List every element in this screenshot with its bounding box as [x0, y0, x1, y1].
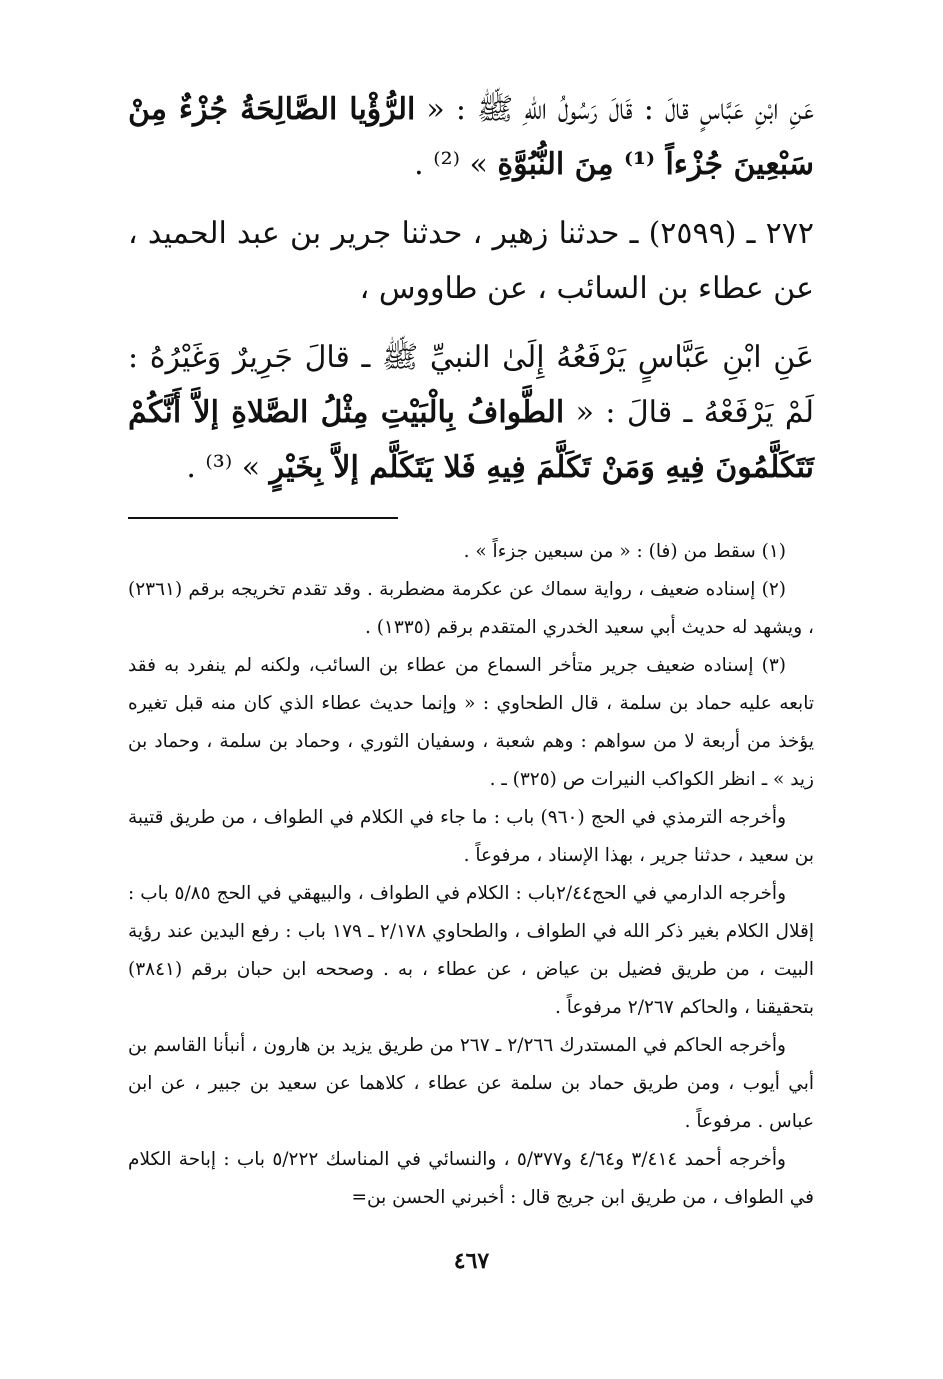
- isnad-paragraph: [128, 206, 814, 316]
- footnote-3-tirmidhi-text: وأخرجه الترمذي في الحج (٩٦٠) باب : ما جاء في الكلام في الطواف ، من طريق قتيبة بن سعيد ، حدثنا جرير ، بهذا الإسناد ، مرفوعاً .: [128, 807, 814, 866]
- footnote-2-text: (٢) إسناده ضعيف ، رواية سماك عن عكرمة مضطربة . وقد تقدم تخريجه برقم (٢٣٦١) ، ويشهد له حديث أبي سعيد الخدري المتقدم برقم (١٣٣٥) .: [128, 579, 814, 638]
- footnote-separator: [128, 495, 814, 521]
- footnote-1-text: (١) سقط من (فا) : « من سبعين جزءاً » .: [463, 541, 786, 562]
- footnote-1: [128, 533, 814, 571]
- footnote-3-tirmidhi: [128, 799, 814, 875]
- page-number: ٤٦٧: [453, 1248, 490, 1274]
- hadith-paragraph-2: [128, 330, 814, 495]
- page-body: [128, 82, 814, 1217]
- footnote-3-ahmad: [128, 1141, 814, 1217]
- hadith-2-tail: » ⁽³⁾ .: [186, 450, 270, 485]
- footnote-3-darimi-text: وأخرجه الدارمي في الحج٢/٤٤باب : الكلام في الطواف ، والبيهقي في الحج ٥/٨٥ باب : إقلال الكلام بغير ذكر الله في الطواف ، والطحاوي ٢/١٧٨ ـ ١٧٩ باب : رفع اليدين عند رؤية البيت ، من طريق فضيل بن عياض ، عن عطاء ، به . وصححه ابن حبان برقم (٣٨٤١) بتحقيقنا ، والحاكم ٢/٢٦٧ مرفوعاً .: [128, 883, 814, 1018]
- hadith-1-text: عَنِ ابْنِ عَبَّاسٍ قالَ : قَالَ رَسُولُ اللهِ ﷺ : «: [415, 92, 814, 127]
- footnote-3-text: (٣) إسناده ضعيف جرير متأخر السماع من عطاء بن السائب، ولكنه لم ينفرد به فقد تابعه عليه حماد بن سلمة ، قال الطحاوي : « وإنما حديث عطاء الذي كان منه قبل تغيره يؤخذ من أربعة لا من سواهم : وهم شعبة ، وسفيان الثوري ، وحماد بن سلمة ، وحماد بن زيد » ـ انظر الكواكب النيرات ص (٣٢٥) ـ .: [128, 655, 814, 790]
- hadith-1-matn: الرُّؤْيا الصَّالِحَةُ جُزْءٌ مِنْ سَبْعِينَ جُزْءاً ⁽¹⁾ مِنَ النُّبُوَّةِ: [128, 92, 814, 182]
- footnote-2: [128, 571, 814, 647]
- hadith-paragraph-1: [128, 82, 814, 192]
- footnote-3-ahmad-text: وأخرجه أحمد ٣/٤١٤ و٤/٦٤ و٥/٣٧٧ ، والنسائي في المناسك ٥/٢٢٢ باب : إباحة الكلام في الطواف ، من طريق ابن جريج قال : أخبرني الحسن بن=: [128, 1149, 814, 1208]
- footnote-3-hakim-text: وأخرجه الحاكم في المستدرك ٢/٢٦٦ ـ ٢٦٧ من طريق يزيد بن هارون ، أنبأنا القاسم بن أبي أيوب ، ومن طريق حماد بن سلمة عن عطاء ، كلاهما عن سعيد بن جبير ، عن ابن عباس . مرفوعاً .: [128, 1035, 814, 1132]
- isnad-text: ٢٧٢ ـ (٢٥٩٩) ـ حدثنا زهير ، حدثنا جرير بن عبد الحميد ، عن عطاء بن السائب ، عن طاووس ،: [128, 216, 814, 306]
- hadith-2-matn: الطَّوافُ بِالْبَيْتِ مِثْلُ الصَّلاةِ إلاَّ أَنَّكُمْ تَتَكَلَّمُونَ فِيهِ وَمَنْ تَكَلَّمَ فِيهِ فَلا يَتَكَلَّم إلاَّ بِخَيْرٍ: [128, 395, 814, 485]
- footnotes: [128, 533, 814, 1217]
- separator-line: [128, 517, 398, 519]
- hadith-2-text: عَنِ ابْنِ عَبَّاسٍ يَرْفَعُهُ إِلَىٰ النبيِّ ﷺ ـ قالَ جَرِيرٌ وَغَيْرُهُ : لَمْ يَرْفَعْهُ ـ قالَ : «: [128, 340, 815, 430]
- footnote-3-hakim: [128, 1027, 814, 1141]
- main-text: [128, 82, 814, 495]
- hadith-1-tail: » ⁽²⁾ .: [414, 147, 498, 182]
- footnote-3-darimi: [128, 875, 814, 1027]
- footnote-3: [128, 647, 814, 799]
